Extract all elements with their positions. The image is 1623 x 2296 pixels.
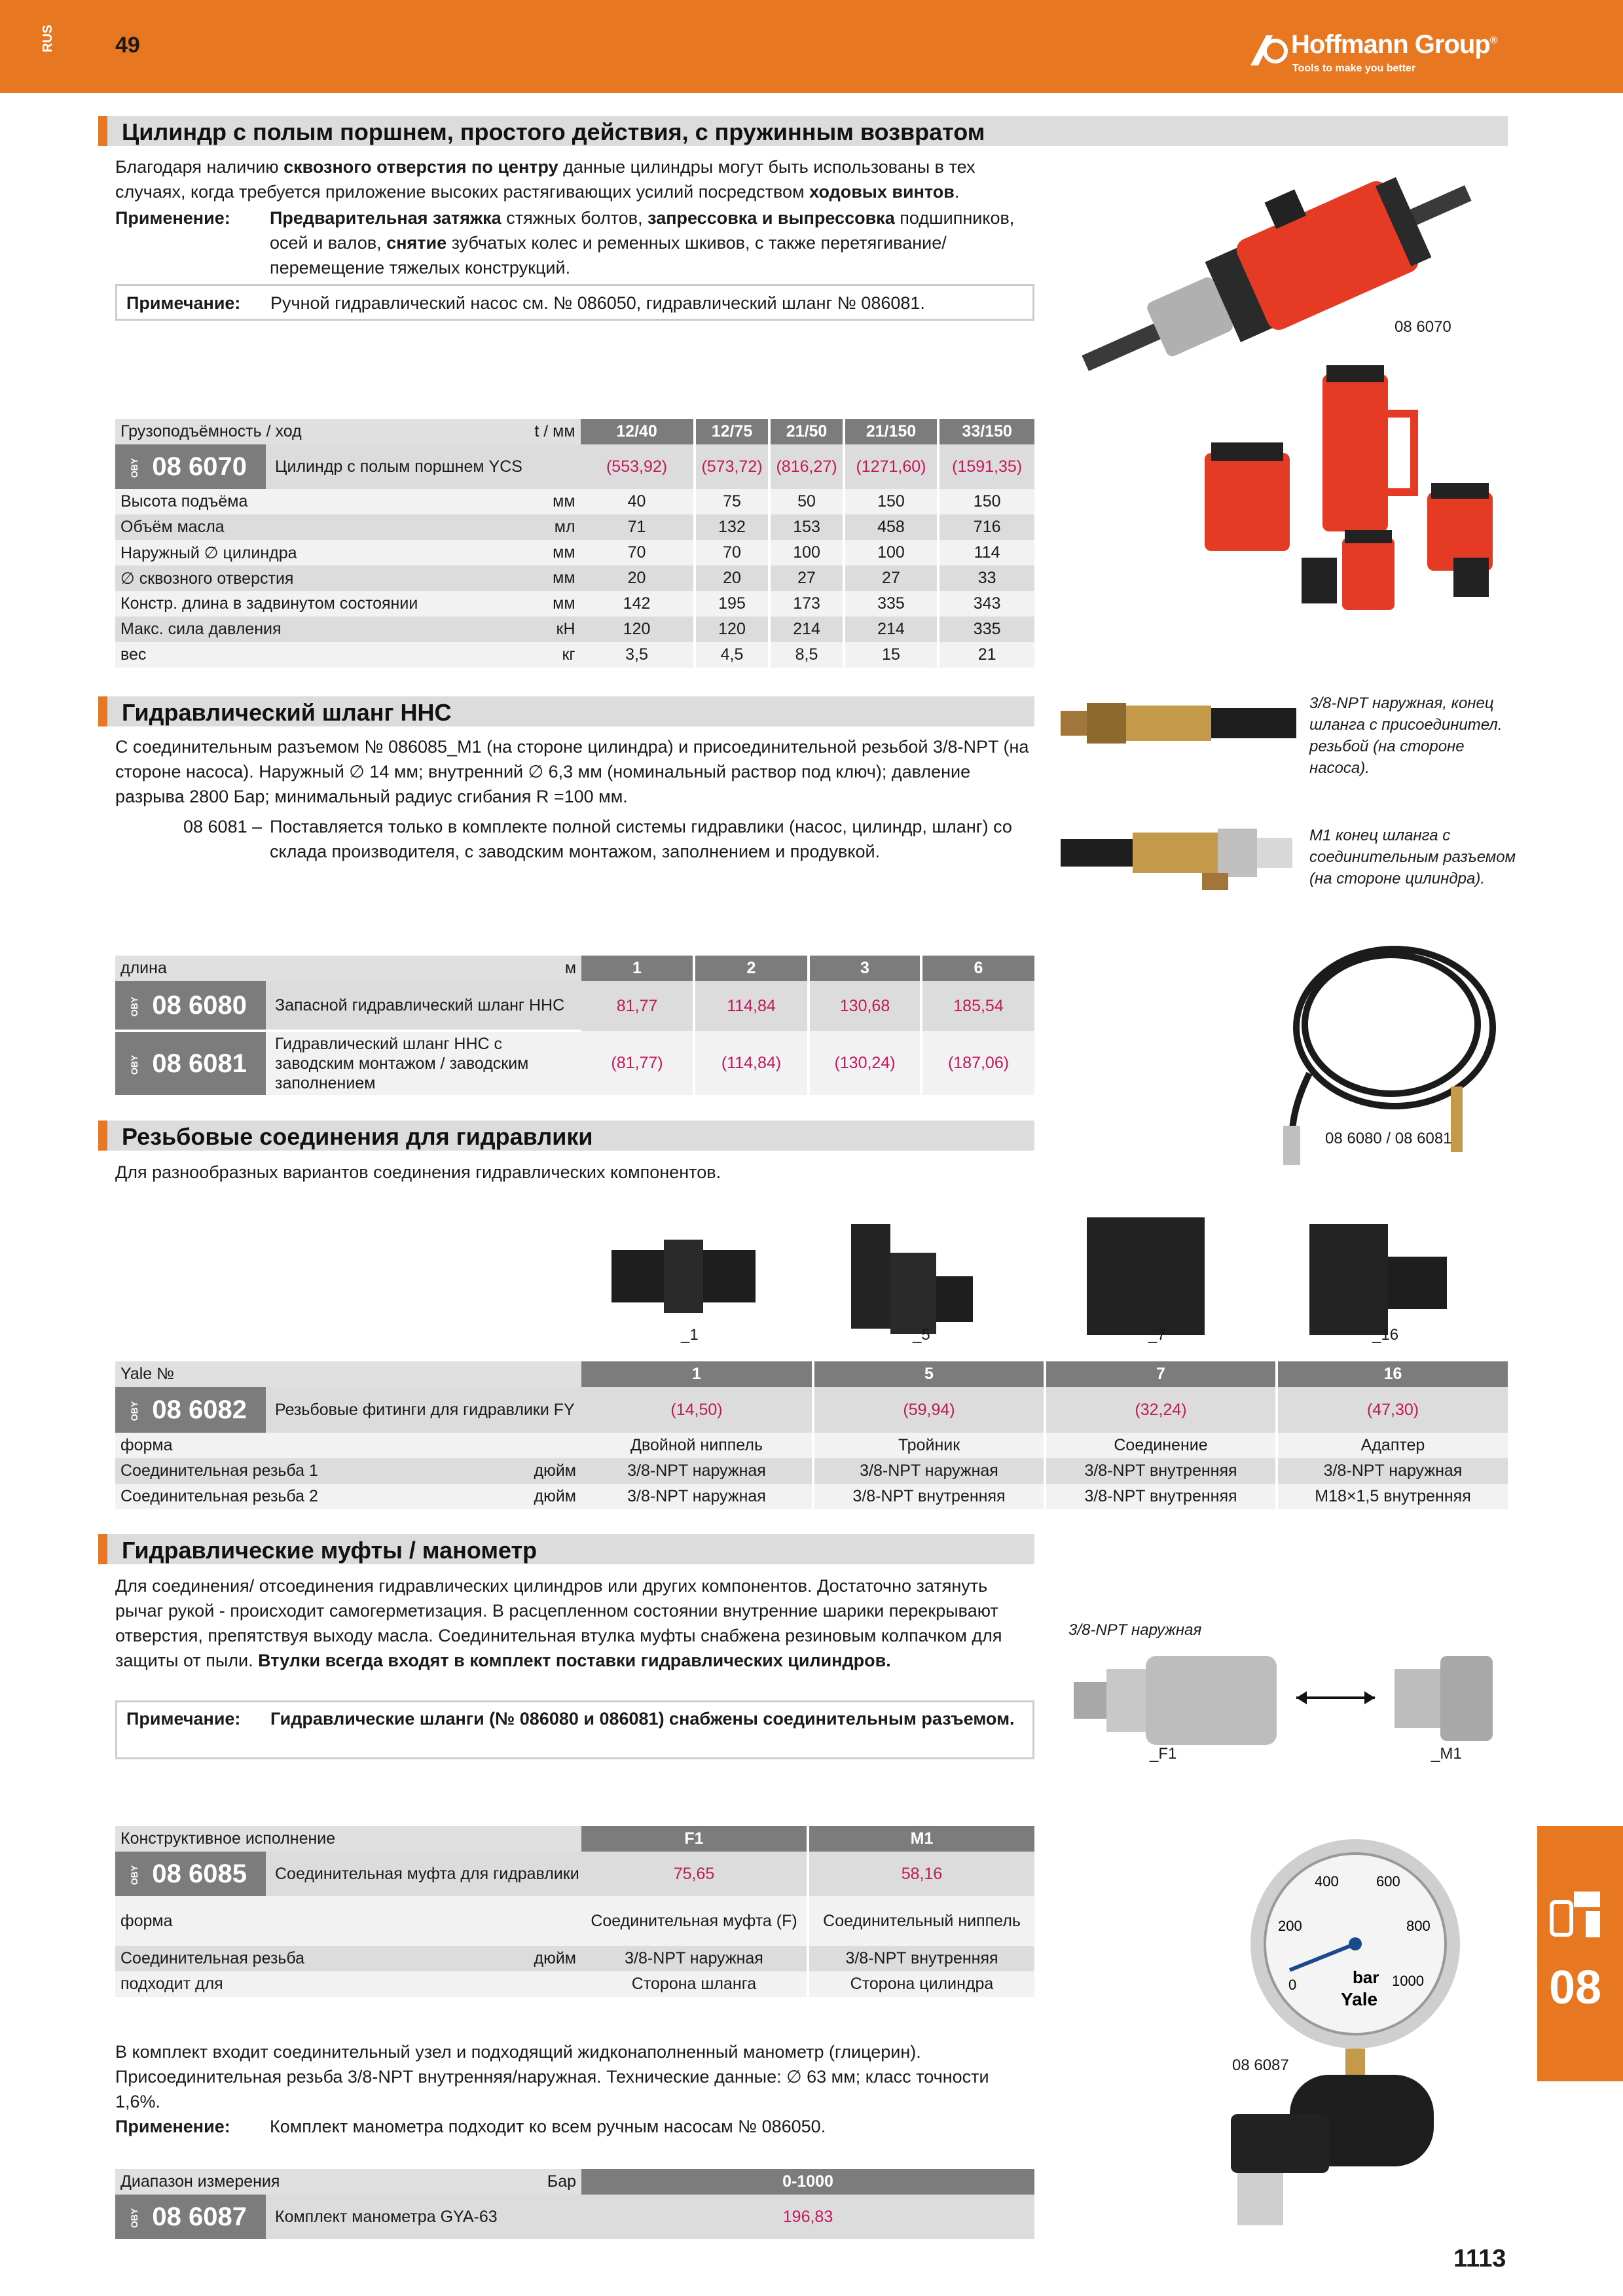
section-heading-couplings: Гидравлические муфты / манометр — [98, 1534, 1034, 1564]
article-desc: Цилиндр с полым поршнем YCS — [275, 457, 522, 476]
fitting-label-7: _7 — [1148, 1326, 1166, 1344]
article-row: OBY 08 6087 Комплект манометра GYA-63 196,83 — [115, 2195, 1034, 2239]
article-row: OBY 08 6081 Гидравлический шланг HHC с заводским монтажом / заводским заполнением (81,77) (114,84) (130,24) (187,06) — [115, 1031, 1034, 1095]
table-row: Макс. сила давления кН 120 120 214 214 335 — [115, 617, 1034, 642]
fittings-description: Для разнообразных вариантов соединения гидравлических компонентов. — [115, 1162, 721, 1182]
article-desc: Комплект манометра GYA-63 — [275, 2207, 498, 2226]
article-cell: OBY 08 6070 Цилиндр с полым поршнем YCS — [115, 444, 581, 489]
col-2: 21/50 — [769, 419, 843, 444]
table-gauge — [115, 2169, 1034, 2239]
caption-npt-coupling: 3/8-NPT наружная — [1068, 1621, 1202, 1639]
coupling-label-f1: _F1 — [1150, 1745, 1177, 1763]
double-nipple-image — [611, 1240, 756, 1313]
col-1: 12/75 — [695, 419, 770, 444]
couplings-image — [1067, 1643, 1506, 1748]
hoffmann-logo — [1244, 26, 1512, 79]
gauge-tick-1000: 1000 — [1392, 1973, 1424, 1989]
table-row: Соединительная резьба 1 дюйм 3/8-NPT наружная 3/8-NPT наружная 3/8-NPT внутренняя 3/8-NPT наружная — [115, 1458, 1508, 1484]
table-row: Соединительная резьба 2 дюйм 3/8-NPT наружная 3/8-NPT внутренняя 3/8-NPT внутренняя M18×1,5 внутренняя — [115, 1484, 1508, 1509]
fitting-label-5: _5 — [913, 1326, 930, 1344]
application-text: Предварительная затяжка стяжных болтов, запрессовка и выпрессовка подшипников, осей и валов, снятие зубчатых колес и ременных шкивов, с также перетягивание/ перемещение тяжелых конструкций. — [270, 208, 1015, 278]
couplings-note-box — [115, 1700, 1034, 1759]
table-fittings — [115, 1361, 1508, 1509]
table-header-row: длина м 1 2 3 6 — [115, 956, 1034, 981]
gauge-description: В комплект входит соединительный узел и подходящий жидконаполненный манометр (глицерин). Присоединительная резьба 3/8-NPT внутренняя/наружная. Технические данные: ∅ 63 мм; класс точности 1,6%. — [115, 2042, 989, 2111]
article-number: 08 6087 — [152, 2202, 247, 2231]
article-number: 08 6080 — [152, 991, 247, 1020]
hose-description: С соединительным разъемом № 086085_M1 (на стороне цилиндра) и присоединительной резьбой 3/8-NPT (на стороне насоса). Наружный ∅ 14 мм; внутренний ∅ 6,3 мм (номинальный раствор под ключ); давление разрыва 2800 Бар; минимальный радиус сгибания R =100 мм. — [115, 737, 1029, 806]
price: (1271,60) — [844, 444, 939, 489]
tee-image — [851, 1224, 973, 1334]
table-row: Соединительная резьба дюйм 3/8-NPT наружная 3/8-NPT внутренняя — [115, 1946, 1034, 1971]
gauge-tick-600: 600 — [1376, 1873, 1400, 1890]
header-capacity: Грузоподъёмность / ход t / мм — [115, 419, 581, 444]
chapter-tab[interactable] — [1537, 1826, 1623, 2081]
table-header-row: Yale № 1 5 7 16 — [115, 1361, 1508, 1387]
pressure-gauge-image — [1205, 1833, 1519, 2251]
article-number: 08 6081 — [152, 1049, 247, 1078]
article-row — [115, 444, 1034, 489]
gauge-application-text: Комплект манометра подходит ко всем ручным насосам № 086050. — [270, 2117, 826, 2136]
fittings-images — [602, 1217, 1506, 1348]
image-caption-hose: 08 6080 / 08 6081 — [1325, 1130, 1452, 1147]
section-heading-hose: Гидравлический шланг HHC — [98, 696, 1034, 726]
article-desc: Резьбовые фитинги для гидравлики FY — [275, 1400, 575, 1419]
gauge-tick-800: 800 — [1406, 1918, 1431, 1934]
price: (816,27) — [769, 444, 843, 489]
table-header-row: Конструктивное исполнение F1 M1 — [115, 1826, 1034, 1852]
article-desc: Соединительная муфта для гидравлики — [275, 1864, 579, 1883]
chapter-number: 08 — [1549, 1962, 1602, 2014]
section1-intro: Благодаря наличию сквозного отверстия по центру данные цилиндры могут быть использованы в тех случаях, когда требуется приложение высоких растягивающих усилий посредством ходовых винтов. — [115, 157, 976, 202]
table-hose — [115, 956, 1034, 1095]
page-number: 1113 — [1453, 2245, 1506, 2272]
article-desc: Гидравлический шланг HHC с заводским монтажом / заводским заполнением — [275, 1035, 529, 1092]
caption-npt-end: 3/8-NPT наружная, конец шланга с присоединител. резьбой (на стороне насоса). — [1309, 694, 1503, 777]
price: (1591,35) — [938, 444, 1034, 489]
note-label: Примечание: — [126, 1709, 241, 1729]
adapter-image — [1309, 1224, 1447, 1335]
table-row: форма Соединительная муфта (F) Соединительный ниппель — [115, 1896, 1034, 1946]
article-row: OBY 08 6085 Соединительная муфта для гидравлики 75,65 58,16 — [115, 1852, 1034, 1896]
article-row: OBY 08 6082 Резьбовые фитинги для гидравлики FY (14,50) (59,94) (32,24) (47,30) — [115, 1387, 1508, 1433]
table-header-row: Диапазон измерения Бар 0-1000 — [115, 2169, 1034, 2195]
note-box — [115, 284, 1034, 321]
table-row: подходит для Сторона шланга Сторона цилиндра — [115, 1971, 1034, 1997]
hydraulics-icon — [1548, 1878, 1613, 1950]
hoffmann-logo-icon — [1244, 31, 1290, 71]
gauge-unit: bar — [1353, 1967, 1379, 1987]
language-code: RUS — [41, 24, 55, 52]
table-hollow-cylinder — [115, 419, 1034, 668]
col-4: 33/150 — [938, 419, 1034, 444]
gauge-brand: Yale — [1341, 1989, 1378, 2009]
col-0: 12/40 — [581, 419, 695, 444]
image-caption-086070: 08 6070 — [1395, 318, 1451, 336]
fitting-label-16: _16 — [1372, 1326, 1399, 1344]
table-row: форма Двойной ниппель Тройник Соединение Адаптер — [115, 1433, 1508, 1458]
article-desc: Запасной гидравлический шланг HHC — [275, 996, 565, 1014]
page-number-left: 49 — [115, 33, 140, 58]
gauge-application-label: Применение: — [115, 2117, 230, 2136]
note-text: Ручной гидравлический насос см. № 086050, гидравлический шланг № 086081. — [270, 293, 925, 313]
caption-m1-end: M1 конец шланга с соединительным разъемом (на стороне цилиндра). — [1309, 827, 1516, 888]
table-row: вес кг 3,5 4,5 8,5 15 21 — [115, 642, 1034, 668]
price: (573,72) — [695, 444, 770, 489]
gauge-tick-200: 200 — [1278, 1918, 1302, 1934]
article-number: 08 6070 — [152, 452, 247, 481]
application-label: Применение: — [115, 208, 230, 228]
section-heading-fittings: Резьбовые соединения для гидравлики — [98, 1121, 1034, 1151]
fitting-label-1: _1 — [681, 1326, 699, 1344]
couplings-description: Для соединения/ отсоединения гидравлических цилиндров или других компонентов. Достаточно затянуть рычаг рукой - происходит самогерметизация. В расцепленном состоянии внутренние шарики перекрывают отверстия, препятствуя выходу масла. Соединительная втулка муфты снабжена резиновым колпачком для защиты от пыли. Втулки всегда входят в комплект поставки гидравлических цилиндров. — [115, 1576, 1002, 1670]
table-couplings — [115, 1826, 1034, 1997]
table-row: Высота подъёма мм 40 75 50 150 150 — [115, 489, 1034, 514]
table-row: Наружный ∅ цилиндра мм 70 70 100 100 114 — [115, 540, 1034, 565]
hose-end-m1-image — [1061, 818, 1296, 890]
section-heading-hollow-cylinder: Цилиндр с полым поршнем, простого действия, с пружинным возвратом — [98, 116, 1508, 146]
note-label: Примечание: — [126, 293, 241, 313]
hose-end-npt-image — [1061, 694, 1296, 753]
price: (553,92) — [581, 444, 695, 489]
coupling-label-m1: _M1 — [1431, 1745, 1462, 1763]
brand-tagline: Tools to make you better — [1292, 63, 1416, 74]
article-row: OBY 08 6080 Запасной гидравлический шланг HHC 81,77 114,84 130,68 185,54 — [115, 981, 1034, 1031]
cylinder-group-image — [1192, 361, 1506, 623]
table-row: Констр. длина в задвинутом состоянии мм 142 195 173 335 343 — [115, 591, 1034, 617]
table-row: ∅ сквозного отверстия мм 20 20 27 27 33 — [115, 565, 1034, 591]
col-3: 21/150 — [844, 419, 939, 444]
image-caption-gauge: 08 6087 — [1232, 2056, 1289, 2074]
article-number: 08 6085 — [152, 1859, 247, 1888]
gauge-tick-400: 400 — [1315, 1873, 1339, 1890]
brand-name: Hoffmann Group® — [1291, 30, 1497, 59]
table-header-row — [115, 419, 1034, 444]
hose-note-code: 08 6081 – — [183, 817, 263, 836]
coupling-image — [1087, 1217, 1205, 1335]
gauge-tick-0: 0 — [1288, 1977, 1297, 1993]
article-number: 08 6082 — [152, 1395, 247, 1424]
hose-note-text: Поставляется только в комплекте полной системы гидравлики (насос, цилиндр, шланг) со склада производителя, с заводским монтажом, заполнением и продувкой. — [270, 817, 1012, 861]
table-row: Объём масла мл 71 132 153 458 716 — [115, 514, 1034, 540]
note-text: Гидравлические шланги (№ 086080 и 086081) снабжены соединительным разъемом. — [270, 1709, 1015, 1729]
